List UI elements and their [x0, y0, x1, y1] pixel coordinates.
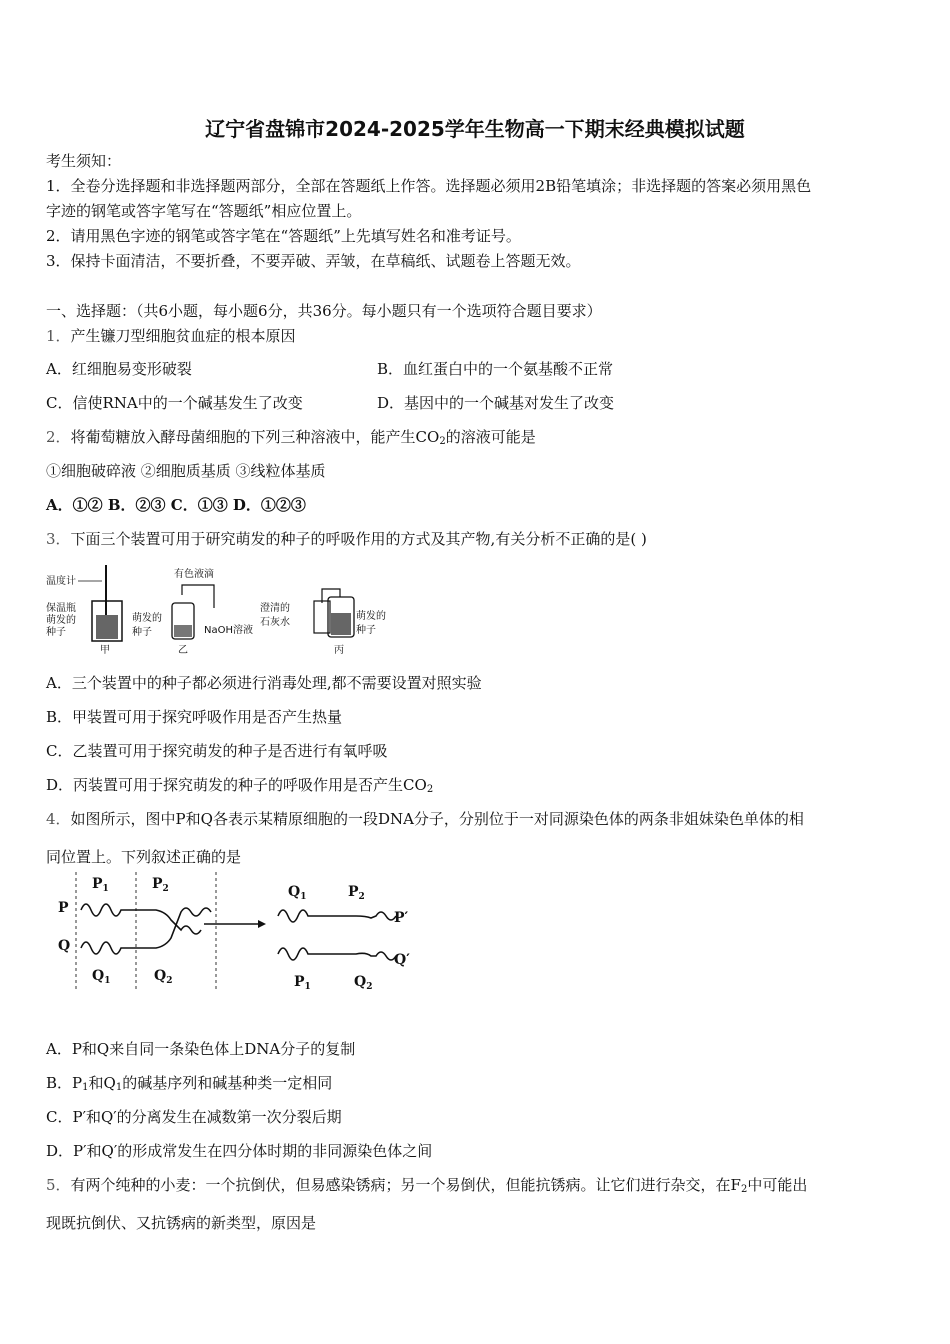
label-seeds-2: 种子 [356, 625, 376, 636]
label-p2 [152, 876, 169, 894]
label-bing: 丙 [334, 645, 344, 656]
q2-items: ①细胞破碎液 ②细胞质基质 ③线粒体基质 [46, 462, 326, 480]
q1-option-a: A．红细胞易变形破裂 [46, 360, 192, 378]
dna-crossover-figure [56, 872, 426, 1002]
label-subscript: 2 [162, 884, 169, 894]
label-p2-right [348, 884, 365, 902]
label-naoh: NaOH溶液 [204, 625, 253, 636]
label-subscript: 1 [104, 976, 111, 986]
label-letter: P [152, 876, 163, 892]
label-limewater: 澄清的 [260, 603, 290, 614]
label-subscript: 2 [358, 892, 365, 902]
label-yi: 乙 [178, 645, 188, 656]
section-heading: 一、选择题：（共6小题，每小题6分，共36分。每小题只有一个选项符合题目要求） [46, 302, 602, 320]
option-text: B．P [46, 1074, 83, 1092]
label-q2 [154, 968, 172, 986]
label-letter: Q [288, 884, 301, 900]
label-subscript: 1 [102, 884, 109, 894]
option-text: D．丙装置可用于探究萌发的种子的呼吸作用是否产生CO [46, 776, 427, 794]
dna-strand-p-prime [278, 948, 396, 960]
q1-option-b: B．血红蛋白中的一个氨基酸不正常 [377, 360, 614, 378]
q3-option-d [46, 774, 433, 801]
question-2 [46, 426, 536, 453]
label-subscript: 2 [166, 976, 173, 986]
label-seeds-2: 种子 [132, 627, 152, 638]
label-p-prime: P′ [394, 910, 409, 926]
question-5 [46, 1174, 807, 1201]
subscript: 1 [115, 1082, 123, 1093]
label-letter: Q [154, 968, 167, 984]
label-p1-right [294, 974, 311, 992]
label-limewater-2: 石灰水 [260, 617, 290, 628]
question-4-cont: 同位置上。下列叙述正确的是 [46, 848, 242, 866]
question-stem-end: 中可能出 [747, 1176, 808, 1194]
notice-item-2: 2．请用黑色字迹的钢笔或答字笔在“答题纸”上先填写姓名和准考证号。 [46, 227, 521, 245]
label-letter: P [92, 876, 103, 892]
question-number: 1． [46, 327, 71, 345]
label-q2-right [354, 974, 372, 992]
seeds-fill [174, 625, 192, 637]
question-number: 2． [46, 428, 71, 446]
page-title: 辽宁省盘锦市2024-2025学年生物高一下期末经典模拟试题 [205, 117, 745, 141]
q4-option-b [46, 1072, 332, 1099]
label-q: Q [58, 938, 71, 954]
question-number: 5． [46, 1176, 71, 1194]
question-1 [46, 325, 296, 347]
q4-option-a: A．P和Q来自同一条染色体上DNA分子的复制 [46, 1040, 356, 1058]
label-seeds: 萌发的 [356, 611, 386, 622]
label-letter: Q [354, 974, 367, 990]
question-stem: 下面三个装置可用于研究萌发的种子的呼吸作用的方式及其产物,有关分析不正确的是( ) [70, 530, 647, 548]
label-droplet: 有色液滴 [174, 569, 214, 580]
question-number: 4． [46, 810, 71, 828]
seeds-fill [96, 615, 118, 639]
question-stem-end: 的溶液可能是 [445, 428, 536, 446]
q3-option-b: B．甲装置可用于探究呼吸作用是否产生热量 [46, 708, 343, 726]
notice-heading: 考生须知： [46, 152, 122, 170]
label-seeds-2: 种子 [46, 627, 66, 638]
q1-option-d: D．基因中的一个碱基对发生了改变 [377, 394, 615, 412]
label-seeds: 萌发的 [46, 615, 76, 626]
label-letter: P [348, 884, 359, 900]
q3-option-c: C．乙装置可用于探究萌发的种子是否进行有氧呼吸 [46, 742, 388, 760]
label-subscript: 2 [366, 982, 373, 992]
label-jia: 甲 [100, 645, 110, 656]
label-subscript: 1 [300, 892, 307, 902]
notice-item-3: 3．保持卡面清洁，不要折叠，不要弄破、弄皱，在草稿纸、试题卷上答题无效。 [46, 252, 581, 270]
label-p1 [92, 876, 109, 894]
question-stem: 将葡萄糖放入酵母菌细胞的下列三种溶液中，能产生CO [70, 428, 440, 446]
dna-strand-q-prime [278, 910, 396, 922]
subscript: 2 [740, 1184, 748, 1195]
option-text: 和Q [88, 1074, 116, 1092]
label-subscript: 1 [304, 982, 311, 992]
subscript: 2 [426, 784, 434, 795]
label-letter: Q [92, 968, 105, 984]
label-thermometer: 温度计 [46, 576, 76, 587]
notice-item-1-cont: 字迹的钢笔或答字笔写在“答题纸”相应位置上。 [46, 202, 362, 220]
respiration-apparatus-figure [44, 563, 404, 658]
label-p: P [58, 900, 69, 916]
label-q-prime: Q′ [394, 952, 410, 968]
seeds-fill [331, 613, 351, 635]
label-letter: P [294, 974, 305, 990]
q4-option-c: C．P′和Q′的分离发生在减数第一次分裂后期 [46, 1108, 342, 1126]
question-stem: 产生镰刀型细胞贫血症的根本原因 [70, 327, 296, 345]
label-seeds: 萌发的 [132, 613, 162, 624]
option-text: 的碱基序列和碱基种类一定相同 [122, 1074, 333, 1092]
question-3 [46, 528, 647, 550]
label-thermos: 保温瓶 [46, 603, 76, 614]
q4-option-d: D．P′和Q′的形成常发生在四分体时期的非同源染色体之间 [46, 1142, 433, 1160]
q1-option-c: C．信使RNA中的一个碱基发生了改变 [46, 394, 303, 412]
question-stem: 有两个纯种的小麦：一个抗倒伏，但易感染锈病；另一个易倒伏，但能抗锈病。让它们进行杂交，在F [70, 1176, 741, 1194]
label-q1-right [288, 884, 306, 902]
q3-option-a: A．三个装置中的种子都必须进行消毒处理,都不需要设置对照实验 [46, 674, 482, 692]
subscript: 1 [82, 1082, 89, 1093]
question-5-cont: 现既抗倒伏、又抗锈病的新类型，原因是 [46, 1214, 317, 1232]
notice-item-1: 1．全卷分选择题和非选择题两部分，全部在答题纸上作答。选择题必须用2B铅笔填涂；非选择题的答案必须用黑色 [46, 177, 812, 195]
label-q1 [92, 968, 110, 986]
arrow-head-icon [258, 920, 266, 928]
q2-options: A．①② B．②③ C．①③ D．①②③ [46, 496, 306, 514]
question-4 [46, 808, 804, 830]
subscript: 2 [439, 436, 446, 447]
question-number: 3． [46, 530, 71, 548]
glass-tube [182, 585, 214, 608]
question-stem: 如图所示，图中P和Q各表示某精原细胞的一段DNA分子，分别位于一对同源染色体的两条非姐妹染色单体的相 [70, 810, 804, 828]
